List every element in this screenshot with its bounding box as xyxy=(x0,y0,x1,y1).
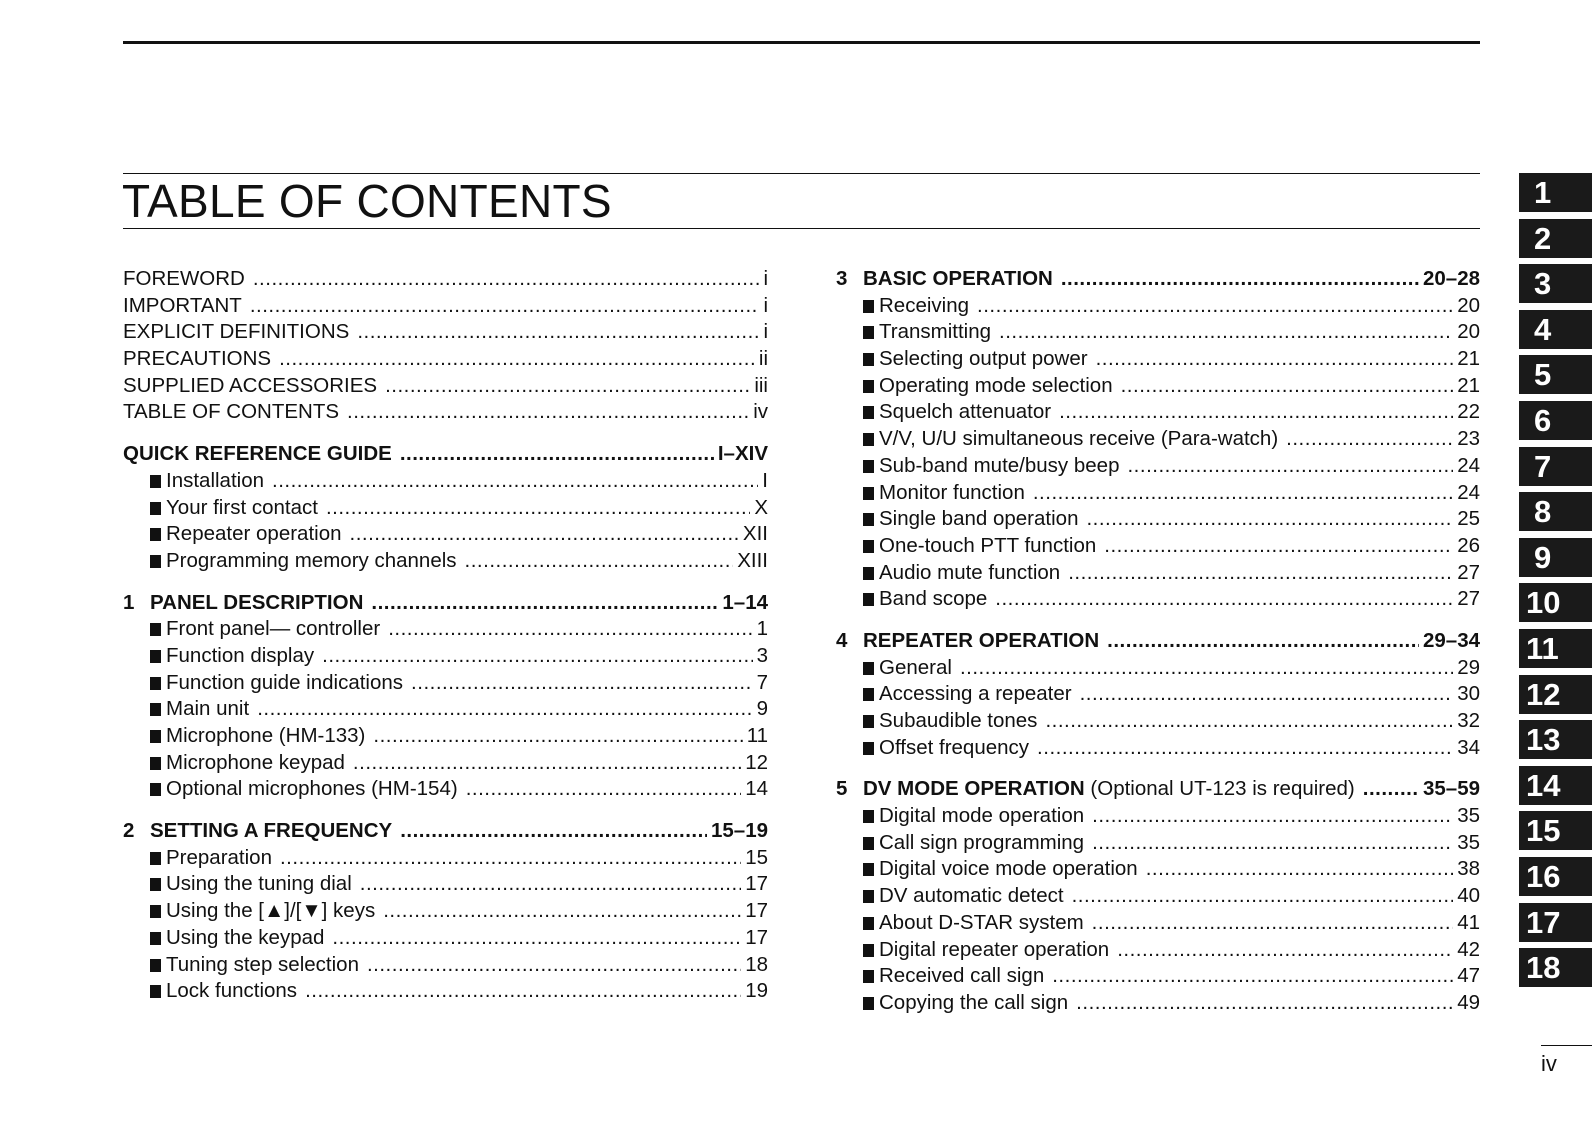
top-rule xyxy=(123,41,1480,44)
section-tab-1[interactable]: 1 xyxy=(1519,173,1592,212)
square-bullet-icon xyxy=(863,567,874,580)
toc-section-3[interactable]: 3 BASIC OPERATION ..... 20–28 xyxy=(836,266,1480,293)
page-number: iv xyxy=(1541,1051,1557,1076)
toc-entry[interactable]: Receiving ..... 20 xyxy=(836,293,1480,320)
toc-entry[interactable]: Preparation ..... 15 xyxy=(123,845,768,872)
section-tab-10[interactable]: 10 xyxy=(1519,583,1592,622)
square-bullet-icon xyxy=(863,997,874,1010)
square-bullet-icon xyxy=(150,475,161,488)
toc-entry[interactable]: Single band operation ..... 25 xyxy=(836,506,1480,533)
toc-right-column xyxy=(836,266,1480,1017)
toc-entry[interactable]: Lock functions ..... 19 xyxy=(123,978,768,1005)
square-bullet-icon xyxy=(150,878,161,891)
section-tab-5[interactable]: 5 xyxy=(1519,355,1592,394)
toc-entry[interactable]: Accessing a repeater ..... 30 xyxy=(836,681,1480,708)
toc-entry[interactable]: Monitor function ..... 24 xyxy=(836,480,1480,507)
toc-entry[interactable]: Digital repeater operation ..... 42 xyxy=(836,937,1480,964)
square-bullet-icon xyxy=(863,380,874,393)
toc-section-4[interactable]: 4 REPEATER OPERATION ..... 29–34 xyxy=(836,628,1480,655)
section-tab-12[interactable]: 12 xyxy=(1519,675,1592,714)
title-rule-top xyxy=(123,173,1480,174)
toc-entry[interactable]: Main unit ..... 9 xyxy=(123,696,768,723)
toc-entry[interactable]: Using the tuning dial ..... 17 xyxy=(123,871,768,898)
toc-entry[interactable]: Selecting output power ..... 21 xyxy=(836,346,1480,373)
section-tabs xyxy=(1519,173,1592,994)
square-bullet-icon xyxy=(863,715,874,728)
toc-entry[interactable]: FOREWORD ..... i xyxy=(123,266,768,293)
square-bullet-icon xyxy=(863,593,874,606)
square-bullet-icon xyxy=(863,433,874,446)
square-bullet-icon xyxy=(150,502,161,515)
square-bullet-icon xyxy=(863,326,874,339)
section-tab-18[interactable]: 18 xyxy=(1519,948,1592,987)
square-bullet-icon xyxy=(150,703,161,716)
square-bullet-icon xyxy=(863,406,874,419)
section-tab-8[interactable]: 8 xyxy=(1519,492,1592,531)
toc-entry[interactable]: Squelch attenuator ..... 22 xyxy=(836,399,1480,426)
toc-entry[interactable]: Subaudible tones ..... 32 xyxy=(836,708,1480,735)
toc-section-2[interactable]: 2 SETTING A FREQUENCY ..... 15–19 xyxy=(123,818,768,845)
section-tab-17[interactable]: 17 xyxy=(1519,903,1592,942)
toc-entry[interactable]: IMPORTANT ..... i xyxy=(123,293,768,320)
square-bullet-icon xyxy=(150,677,161,690)
square-bullet-icon xyxy=(150,932,161,945)
toc-entry[interactable]: Digital mode operation ..... 35 xyxy=(836,803,1480,830)
toc-entry[interactable]: EXPLICIT DEFINITIONS ..... i xyxy=(123,319,768,346)
toc-section-1[interactable]: 1 PANEL DESCRIPTION ..... 1–14 xyxy=(123,590,768,617)
page-title: TABLE OF CONTENTS xyxy=(122,175,612,227)
toc-entry[interactable]: General ..... 29 xyxy=(836,655,1480,682)
square-bullet-icon xyxy=(863,662,874,675)
square-bullet-icon xyxy=(150,783,161,796)
toc-entry[interactable]: About D-STAR system ..... 41 xyxy=(836,910,1480,937)
section-tab-4[interactable]: 4 xyxy=(1519,310,1592,349)
square-bullet-icon xyxy=(863,353,874,366)
square-bullet-icon xyxy=(863,917,874,930)
toc-entry[interactable]: Your first contact ..... X xyxy=(123,495,768,522)
toc-entry[interactable]: Programming memory channels ..... XIII xyxy=(123,548,768,575)
toc-entry[interactable]: Sub-band mute/busy beep ..... 24 xyxy=(836,453,1480,480)
square-bullet-icon xyxy=(150,730,161,743)
square-bullet-icon xyxy=(150,959,161,972)
toc-section-quick-reference[interactable]: QUICK REFERENCE GUIDE ..... I–XIV xyxy=(123,441,768,468)
toc-entry[interactable]: Repeater operation ..... XII xyxy=(123,521,768,548)
toc-entry[interactable]: SUPPLIED ACCESSORIES ..... iii xyxy=(123,373,768,400)
square-bullet-icon xyxy=(863,970,874,983)
square-bullet-icon xyxy=(863,837,874,850)
toc-entry[interactable]: Microphone (HM-133) ..... 11 xyxy=(123,723,768,750)
section-tab-6[interactable]: 6 xyxy=(1519,401,1592,440)
section-5-note: (Optional UT-123 is required) xyxy=(1090,777,1355,801)
square-bullet-icon xyxy=(150,528,161,541)
square-bullet-icon xyxy=(863,513,874,526)
section-tab-14[interactable]: 14 xyxy=(1519,766,1592,805)
title-rule-bottom xyxy=(123,228,1480,229)
toc-entry[interactable]: Front panel— controller ..... 1 xyxy=(123,616,768,643)
toc-entry[interactable]: Operating mode selection ..... 21 xyxy=(836,373,1480,400)
square-bullet-icon xyxy=(863,300,874,313)
toc-entry[interactable]: Using the keypad ..... 17 xyxy=(123,925,768,952)
toc-entry[interactable]: Microphone keypad ..... 12 xyxy=(123,750,768,777)
toc-entry[interactable]: PRECAUTIONS ..... ii xyxy=(123,346,768,373)
toc-entry[interactable]: One-touch PTT function ..... 26 xyxy=(836,533,1480,560)
square-bullet-icon xyxy=(863,944,874,957)
toc-entry[interactable]: Audio mute function ..... 27 xyxy=(836,560,1480,587)
square-bullet-icon xyxy=(863,540,874,553)
toc-entry[interactable]: V/V, U/U simultaneous receive (Para-watch) ..... 23 xyxy=(836,426,1480,453)
square-bullet-icon xyxy=(863,863,874,876)
square-bullet-icon xyxy=(150,650,161,663)
section-tab-15[interactable]: 15 xyxy=(1519,811,1592,850)
square-bullet-icon xyxy=(150,985,161,998)
section-tab-13[interactable]: 13 xyxy=(1519,720,1592,759)
section-tab-3[interactable]: 3 xyxy=(1519,264,1592,303)
square-bullet-icon xyxy=(863,460,874,473)
toc-entry[interactable]: Tuning step selection ..... 18 xyxy=(123,952,768,979)
toc-entry[interactable]: Installation ..... I xyxy=(123,468,768,495)
square-bullet-icon xyxy=(863,742,874,755)
toc-entry[interactable]: Call sign programming ..... 35 xyxy=(836,830,1480,857)
section-tab-16[interactable]: 16 xyxy=(1519,857,1592,896)
toc-entry[interactable]: Band scope ..... 27 xyxy=(836,586,1480,613)
square-bullet-icon xyxy=(863,810,874,823)
toc-entry[interactable]: DV automatic detect ..... 40 xyxy=(836,883,1480,910)
toc-entry[interactable]: TABLE OF CONTENTS ..... iv xyxy=(123,399,768,426)
toc-entry[interactable]: Received call sign ..... 47 xyxy=(836,963,1480,990)
toc-entry[interactable]: Function display ..... 3 xyxy=(123,643,768,670)
toc-left-column xyxy=(123,266,768,1005)
section-5-title: DV MODE OPERATION xyxy=(863,777,1085,801)
square-bullet-icon xyxy=(150,623,161,636)
toc-entry[interactable]: Using the [▲]/[▼] keys ..... 17 xyxy=(123,898,768,925)
section-tab-9[interactable]: 9 xyxy=(1519,538,1592,577)
toc-entry[interactable]: Optional microphones (HM-154) ..... 14 xyxy=(123,776,768,803)
toc-section-5[interactable]: 5 DV MODE OPERATION (Optional UT-123 is required) ..... 35–59 xyxy=(836,776,1480,803)
toc-entry[interactable]: Transmitting ..... 20 xyxy=(836,319,1480,346)
toc-entry[interactable]: Function guide indications ..... 7 xyxy=(123,670,768,697)
section-tab-7[interactable]: 7 xyxy=(1519,447,1592,486)
square-bullet-icon xyxy=(863,688,874,701)
section-tab-2[interactable]: 2 xyxy=(1519,219,1592,258)
square-bullet-icon xyxy=(150,757,161,770)
square-bullet-icon xyxy=(150,555,161,568)
square-bullet-icon xyxy=(150,852,161,865)
square-bullet-icon xyxy=(863,487,874,500)
toc-entry[interactable]: Copying the call sign ..... 49 xyxy=(836,990,1480,1017)
square-bullet-icon xyxy=(150,905,161,918)
square-bullet-icon xyxy=(863,890,874,903)
toc-entry[interactable]: Offset frequency ..... 34 xyxy=(836,735,1480,762)
page-number-rule xyxy=(1541,1045,1592,1046)
section-tab-11[interactable]: 11 xyxy=(1519,629,1592,668)
toc-entry[interactable]: Digital voice mode operation ..... 38 xyxy=(836,856,1480,883)
